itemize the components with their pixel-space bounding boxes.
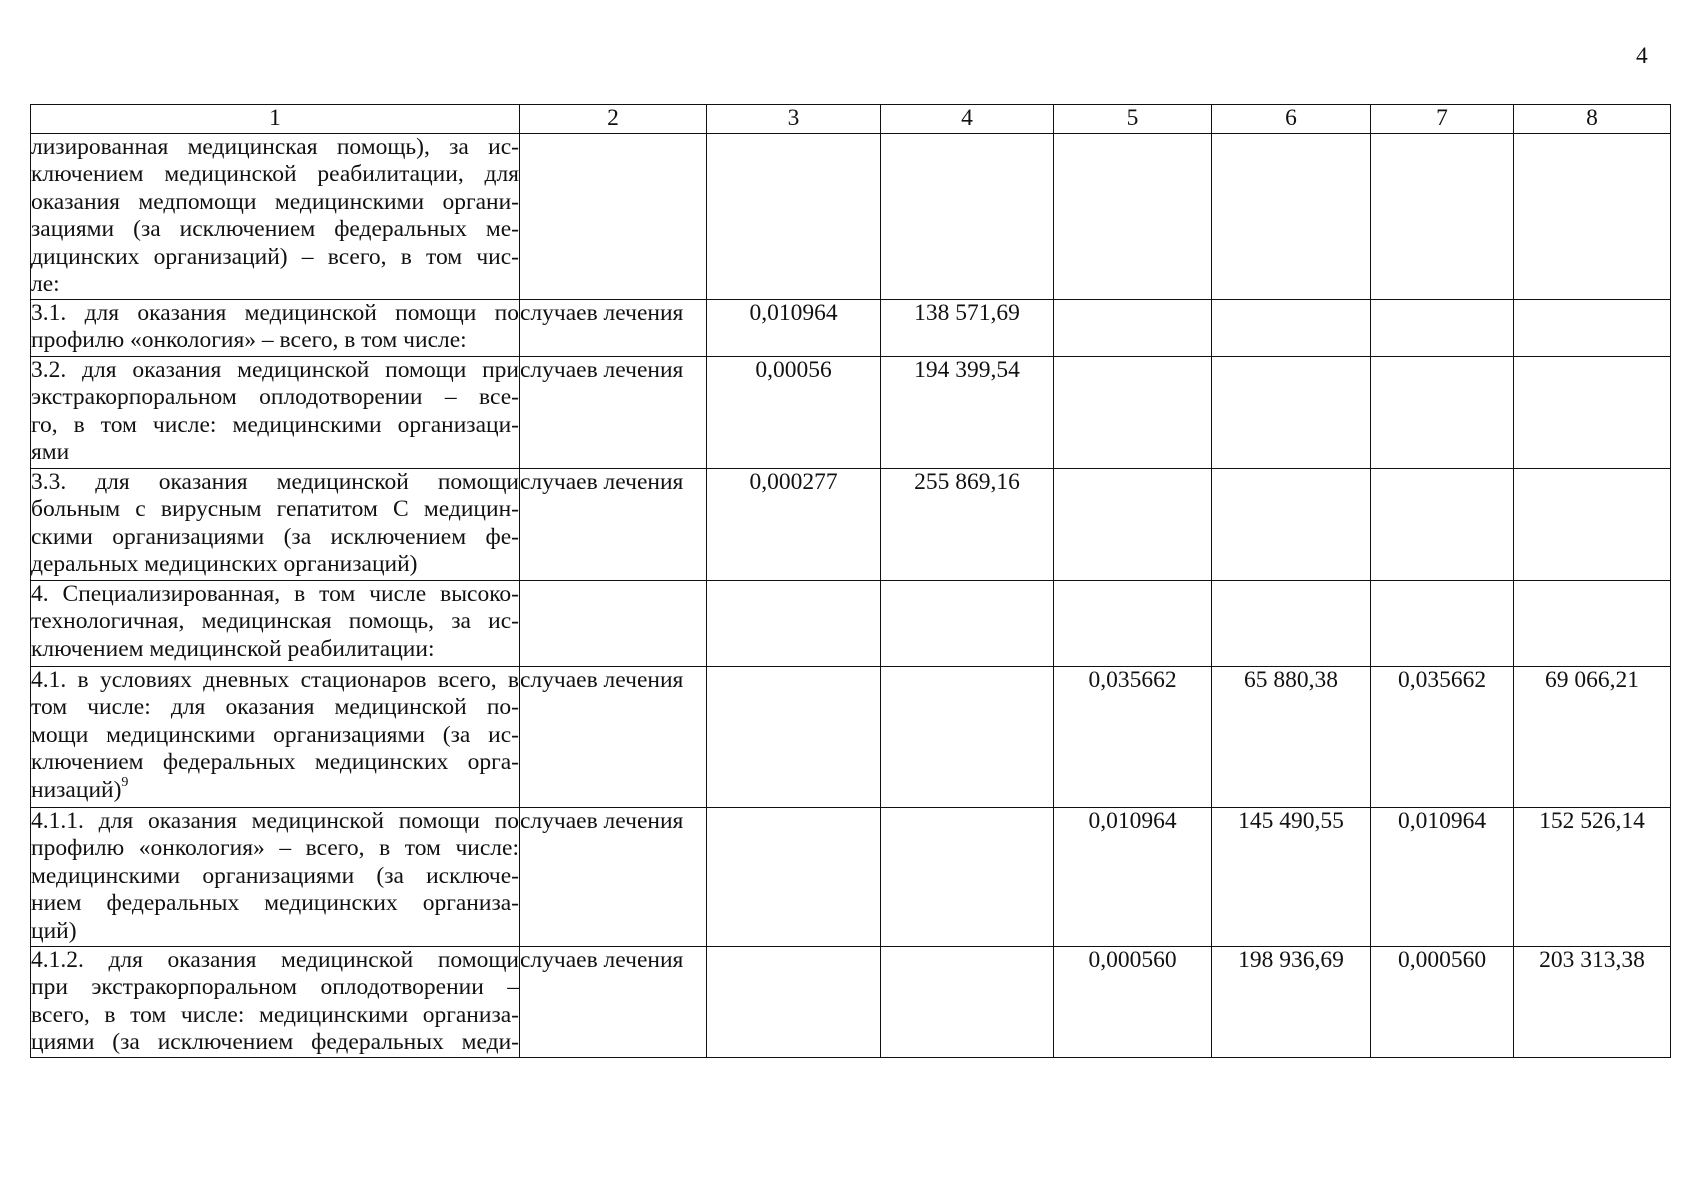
description-line <box>31 1002 519 1030</box>
value-cell-col4 <box>881 580 1054 666</box>
unit-cell <box>520 133 707 299</box>
value-cell-col3 <box>707 807 881 946</box>
description-line <box>31 524 519 552</box>
row-description-cell <box>31 807 520 946</box>
description-line-text: ями <box>31 439 70 465</box>
value-cell-col6 <box>1212 580 1371 666</box>
table-row <box>31 299 1671 356</box>
description-line <box>31 581 519 609</box>
description-line <box>31 774 519 805</box>
description-line-text: лизированная медицинская помощь), за ис- <box>31 133 519 160</box>
value-cell-col8: 152 526,14 <box>1514 807 1671 946</box>
description-line-text: медицинскими организациями (за исключе- <box>31 862 519 889</box>
description-line-text: при экстракорпоральном оплодотворении – <box>31 974 519 1000</box>
value-cell-col3: 0,000277 <box>707 468 881 580</box>
value-cell-col7 <box>1371 468 1514 580</box>
description-line-text: циями (за исключением федеральных меди- <box>31 1029 519 1055</box>
description-line <box>31 808 519 836</box>
description-line-text: зациями (за исключением федеральных ме- <box>31 216 519 242</box>
description-line <box>31 667 519 695</box>
description-line <box>31 357 519 385</box>
description-line <box>31 636 519 664</box>
value-cell-col8: 203 313,38 <box>1514 946 1671 1057</box>
description-line-text: всего, в том числе: медицинскими организа- <box>31 1001 519 1028</box>
description-line <box>31 412 519 440</box>
value-cell-col6: 198 936,69 <box>1212 946 1371 1057</box>
row-description-cell <box>31 299 520 356</box>
description-line-text: больным с вирусным гепатитом С медицин- <box>31 496 519 522</box>
value-cell-col5 <box>1054 133 1212 299</box>
row-description-cell <box>31 580 520 666</box>
description-line-text: дицинских организаций) – всего, в том чис- <box>31 243 519 270</box>
value-cell-col5 <box>1054 468 1212 580</box>
unit-cell: случаев лечения <box>520 299 707 356</box>
column-number-header: 1 <box>31 105 520 134</box>
column-number-header: 3 <box>707 105 881 134</box>
description-line <box>31 300 519 328</box>
table-body <box>31 133 1671 1057</box>
description-line <box>31 722 519 750</box>
unit-cell: случаев лечения <box>520 468 707 580</box>
unit-cell: случаев лечения <box>520 946 707 1057</box>
value-cell-col6 <box>1212 356 1371 468</box>
value-cell-col3 <box>707 133 881 299</box>
value-cell-col5: 0,010964 <box>1054 807 1212 946</box>
value-cell-col7 <box>1371 133 1514 299</box>
description-line-text: ключением федеральных медицинских орга- <box>31 749 519 775</box>
description-line-text: мощи медицинскими организациями (за ис- <box>31 721 519 748</box>
value-cell-col7 <box>1371 299 1514 356</box>
footnote-marker: 9 <box>121 774 129 790</box>
value-cell-col3: 0,00056 <box>707 356 881 468</box>
value-cell-col5 <box>1054 580 1212 666</box>
value-cell-col7: 0,010964 <box>1371 807 1514 946</box>
value-cell-col5: 0,000560 <box>1054 946 1212 1057</box>
value-cell-col5 <box>1054 299 1212 356</box>
column-number-header: 7 <box>1371 105 1514 134</box>
value-cell-col3 <box>707 946 881 1057</box>
description-line <box>31 863 519 891</box>
value-cell-col4: 138 571,69 <box>881 299 1054 356</box>
description-line-text: профилю «онкология» – всего, в том числе: <box>31 327 467 353</box>
description-line-text: низаций) <box>31 776 122 803</box>
table-row <box>31 946 1671 1057</box>
table-row <box>31 580 1671 666</box>
value-cell-col7 <box>1371 356 1514 468</box>
description-line-text: профилю «онкология» – всего, в том числе: <box>31 835 519 861</box>
unit-cell: случаев лечения <box>520 356 707 468</box>
description-line-text: ций) <box>31 917 77 944</box>
description-line-text: скими организациями (за исключением фе- <box>31 523 519 550</box>
description-line <box>31 974 519 1002</box>
value-cell-col8 <box>1514 468 1671 580</box>
description-line-text: го, в том числе: медицинскими организаци- <box>31 411 519 438</box>
description-line <box>31 469 519 497</box>
value-cell-col7: 0,000560 <box>1371 946 1514 1057</box>
row-description-cell <box>31 468 520 580</box>
description-line-text: том числе: для оказания медицинской по- <box>31 694 519 720</box>
data-table <box>30 104 1671 1058</box>
unit-cell <box>520 580 707 666</box>
value-cell-col6: 145 490,55 <box>1212 807 1371 946</box>
value-cell-col8 <box>1514 580 1671 666</box>
description-line-text: ле: <box>31 271 60 297</box>
value-cell-col3 <box>707 666 881 807</box>
description-line-text: ключением медицинской реабилитации, для <box>31 161 519 187</box>
row-description-cell <box>31 946 520 1057</box>
table-row <box>31 666 1671 807</box>
table-row <box>31 356 1671 468</box>
value-cell-col4 <box>881 946 1054 1057</box>
description-line-text: 3.2. для оказания медицинской помощи при <box>31 356 519 383</box>
header-row <box>31 105 1671 134</box>
value-cell-col3 <box>707 580 881 666</box>
value-cell-col8 <box>1514 133 1671 299</box>
description-line <box>31 384 519 412</box>
description-line-text: 4.1. в условиях дневных стационаров всего, в <box>31 666 519 693</box>
description-line-text: 4. Специализированная, в том числе высоко- <box>31 580 519 607</box>
value-cell-col5: 0,035662 <box>1054 666 1212 807</box>
unit-cell: случаев лечения <box>520 807 707 946</box>
description-line <box>31 496 519 524</box>
description-line <box>31 947 519 975</box>
description-line-text: технологичная, медицинская помощь, за ис- <box>31 608 519 634</box>
value-cell-col6 <box>1212 468 1371 580</box>
column-number-header: 5 <box>1054 105 1212 134</box>
value-cell-col4 <box>881 666 1054 807</box>
description-line <box>31 890 519 918</box>
value-cell-col8 <box>1514 299 1671 356</box>
description-line-text: 4.1.1. для оказания медицинской помощи по <box>31 807 519 834</box>
description-line-text: 3.3. для оказания медицинской помощи <box>31 468 519 495</box>
description-line-text: 3.1. для оказания медицинской помощи по <box>31 299 519 326</box>
table-row <box>31 133 1671 299</box>
description-line <box>31 161 519 189</box>
value-cell-col6: 65 880,38 <box>1212 666 1371 807</box>
value-cell-col4: 194 399,54 <box>881 356 1054 468</box>
value-cell-col6 <box>1212 299 1371 356</box>
row-description-cell <box>31 666 520 807</box>
value-cell-col7 <box>1371 580 1514 666</box>
unit-cell: случаев лечения <box>520 666 707 807</box>
value-cell-col6 <box>1212 133 1371 299</box>
description-line <box>31 749 519 777</box>
table-row <box>31 468 1671 580</box>
page-number: 4 <box>1636 43 1648 69</box>
value-cell-col3: 0,010964 <box>707 299 881 356</box>
description-line-text: 4.1.2. для оказания медицинской помощи <box>31 946 519 973</box>
column-number-header: 4 <box>881 105 1054 134</box>
description-line <box>31 271 519 299</box>
row-description-cell <box>31 133 520 299</box>
value-cell-col4 <box>881 807 1054 946</box>
description-line <box>31 134 519 162</box>
description-line <box>31 216 519 244</box>
description-line-text: нием федеральных медицинских организа- <box>31 890 519 916</box>
description-line <box>31 694 519 722</box>
description-line <box>31 244 519 272</box>
column-number-header: 6 <box>1212 105 1371 134</box>
value-cell-col8 <box>1514 356 1671 468</box>
description-line <box>31 439 519 467</box>
description-line-text: оказания медпомощи медицинскими органи- <box>31 188 519 215</box>
description-line <box>31 608 519 636</box>
column-number-header: 8 <box>1514 105 1671 134</box>
description-line <box>31 918 519 946</box>
value-cell-col8: 69 066,21 <box>1514 666 1671 807</box>
description-line-text: деральных медицинских организаций) <box>31 551 418 577</box>
column-number-header: 2 <box>520 105 707 134</box>
description-line-text: экстракорпоральном оплодотворении – все- <box>31 384 519 410</box>
description-line <box>31 327 519 355</box>
description-line <box>31 1029 519 1057</box>
description-line <box>31 189 519 217</box>
value-cell-col4 <box>881 133 1054 299</box>
description-line <box>31 551 519 579</box>
value-cell-col7: 0,035662 <box>1371 666 1514 807</box>
value-cell-col4: 255 869,16 <box>881 468 1054 580</box>
value-cell-col5 <box>1054 356 1212 468</box>
description-line-text: ключением медицинской реабилитации: <box>31 635 435 662</box>
row-description-cell <box>31 356 520 468</box>
table-header <box>31 105 1671 134</box>
description-line <box>31 835 519 863</box>
table-row <box>31 807 1671 946</box>
